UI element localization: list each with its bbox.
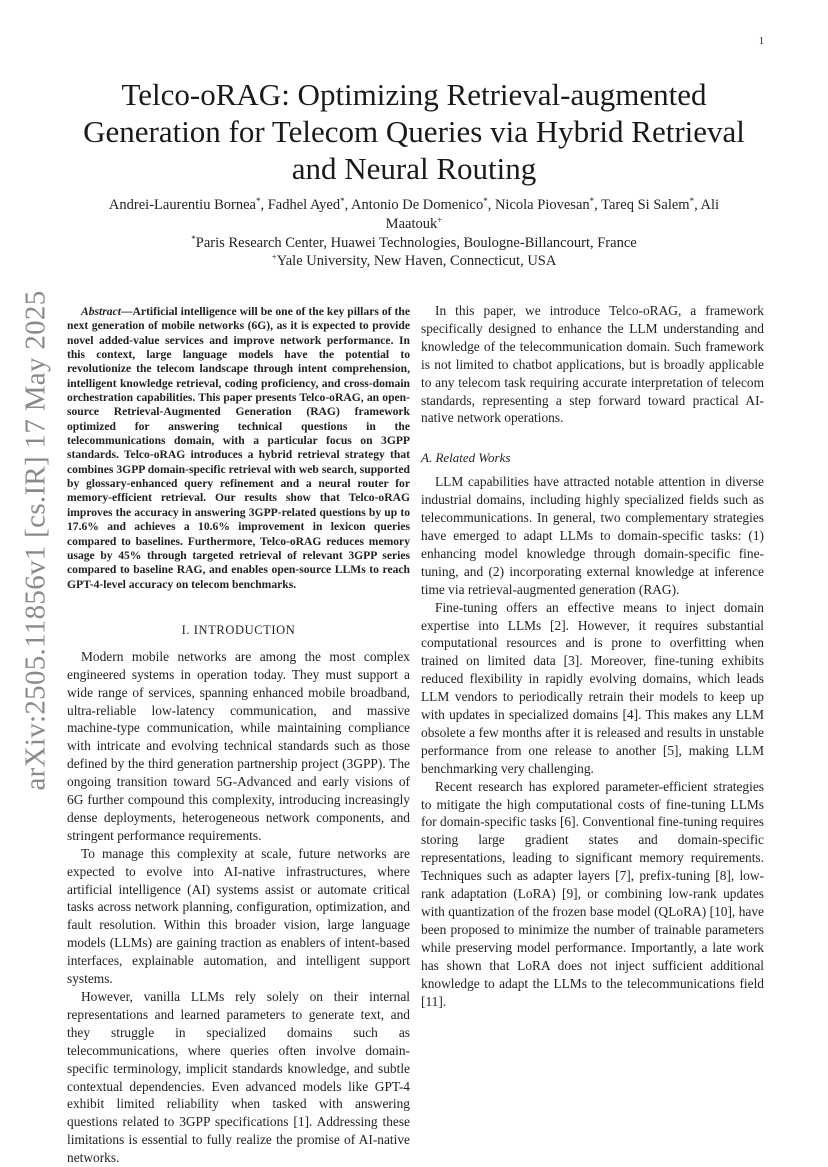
affiliation-marker: *	[340, 196, 345, 206]
related-paragraph: LLM capabilities have attracted notable attention in diverse industrial domains, including highly specialized fields such as telecommunications. In general, two complementary strategies have emerged to adapt LLMs to domain-specific tasks: (1) enhancing model knowledge through domain-specific fine-tuning, and (2) incorporating external knowledge at inference time via retrieval-augmented generation (RAG).	[421, 474, 764, 597]
abstract-label: Abstract—	[81, 305, 133, 318]
affiliation-marker: *	[589, 196, 595, 206]
affiliation-marker: *	[191, 234, 196, 244]
page-number: 1	[759, 36, 764, 47]
intro-paragraph: In this paper, we introduce Telco-oRAG, a framework specifically designed to enhance the LLM understanding and knowledge of the telecommunication domain. Such framework is not limited to chatbot applications, but is broadly applicable to any telecom task requiring accurate interpretation of telecom standards, representing a step forward toward practical AI-native network operations.	[421, 303, 764, 426]
intro-paragraph: However, vanilla LLMs rely solely on their internal representations and learned parameters to generate text, and they struggle in specialized domains such as telecommunications, where queries often involve domain-specific terminology, implicit standards knowledge, and subtle contextual dependencies. Even advanced models like GPT-4 exhibit limited reliability when tasked with answering questions related to 3GPP specifications [1]. Addressing these limitations is essential to fully realize the promise of AI-native networks.	[67, 989, 410, 1166]
related-paragraph: Fine-tuning offers an effective means to inject domain expertise into LLMs [2]. However, it requires substantial computational resources and is prone to overfitting when trained on limited data [3]. Moreover, fine-tuning exhibits reduced flexibility in rapidly evolving domains, which leads LLM vendors to periodically retrain their models to keep up with updates in specialized domains [4]. This makes any LLM obsolete a few months after it is released and results in unstable performance from one release to another [5], making LLM benchmarking very challenging.	[421, 599, 764, 776]
intro-paragraph: Modern mobile networks are among the most complex engineered systems in operation today. They must support a wide range of services, spanning enhanced mobile broadband, ultra-reliable low-latency communication, and massive machine-type communication, while maintaining compliance with intricate and evolving technical standards such as those defined by the third generation partnership project (3GPP). The ongoing transition toward 5G-Advanced and early visions of 6G further compound this complexity, introducing increasingly dense deployments, heterogeneous network components, and stringent performance requirements.	[67, 648, 410, 843]
paper-title: Telco-oRAG: Optimizing Retrieval-augmented Generation for Telecom Queries via Hybrid Retrieval and Neural Routing	[83, 77, 745, 186]
abstract	[67, 305, 410, 592]
affiliation-marker: *	[483, 196, 488, 206]
arxiv-watermark	[19, 289, 52, 791]
affiliation-huawei: *Paris Research Center, Huawei Technologies, Boulogne-Billancourt, France	[191, 234, 637, 251]
arxiv-id: arXiv:2505.11856v1 [cs.IR] 17 May 2025	[19, 289, 52, 791]
affiliation-marker: *	[689, 196, 695, 206]
left-column	[67, 305, 410, 1167]
intro-paragraph: To manage this complexity at scale, future networks are expected to evolve into AI-native infrastructures, where artificial intelligence (AI) systems assist or automate critical tasks across network planning, configuration, optimization, and fault resolution. Within this broader vision, large language models (LLMs) are gaining traction as enablers of intent-based interfaces, explainable automation, and intelligent support systems.	[67, 845, 410, 987]
section-heading-introduction: I. INTRODUCTION	[181, 622, 296, 637]
related-paragraph: Recent research has explored parameter-efficient strategies to mitigate the high computational costs of fine-tuning LLMs for domain-specific tasks [6]. Conventional fine-tuning requires storing large gradient states and domain-specific representations, leading to significant memory requirements. Techniques such as adapter layers [7], prefix-tuning [8], low-rank adaptation (LoRA) [9], or combining low-rank updates with quantization of the frozen base model (QLoRA) [10], have been proposed to minimize the number of trainable parameters while preserving model performance. Importantly, a late work has shown that LoRA does not inject sufficient additional knowledge to adapt the LLMs to the telecommunications field [11].	[421, 778, 764, 1009]
author-list: Andrei-Laurentiu Bornea*, Fadhel Ayed*, Antonio De Domenico*, Nicola Piovesan*, Tareq Si Salem*, Ali Maatouk+	[108, 196, 720, 232]
abstract-text: Artificial intelligence will be one of the key pillars of the next generation of mobile networks (6G), as it is expected to provide novel added-value services and improve network performance. In this context, large language models have the potential to revolutionize the telecom landscape through intent comprehension, intelligent knowledge retrieval, coding proficiency, and cross-domain orchestration capabilities. This paper presents Telco-oRAG, an open-source Retrieval-Augmented Generation (RAG) framework optimized for answering technical questions in the telecommunications domain, with a particular focus on 3GPP standards. Telco-oRAG introduces a hybrid retrieval strategy that combines 3GPP domain-specific retrieval with web search, supported by glossary-enhanced query refinement and a neural router for memory-efficient retrieval. Our results show that Telco-oRAG improves the accuracy in answering 3GPP-related questions by up to 17.6% and achieves a 10.6% improvement in lexicon queries compared to baselines. Furthermore, Telco-oRAG reduces memory usage by 45% through targeted retrieval of relevant 3GPP series compared to baseline RAG, and enables open-source LLMs to reach GPT-4-level accuracy on telecom benchmarks.	[67, 305, 410, 591]
affiliation-yale: +Yale University, New Haven, Connecticut, USA	[271, 252, 557, 269]
subsection-heading-related-works: A. Related Works	[421, 450, 511, 466]
affiliation-marker: *	[255, 196, 261, 206]
affiliation-marker: +	[271, 252, 277, 262]
right-column	[421, 302, 764, 1010]
affiliation-marker: +	[437, 215, 443, 225]
